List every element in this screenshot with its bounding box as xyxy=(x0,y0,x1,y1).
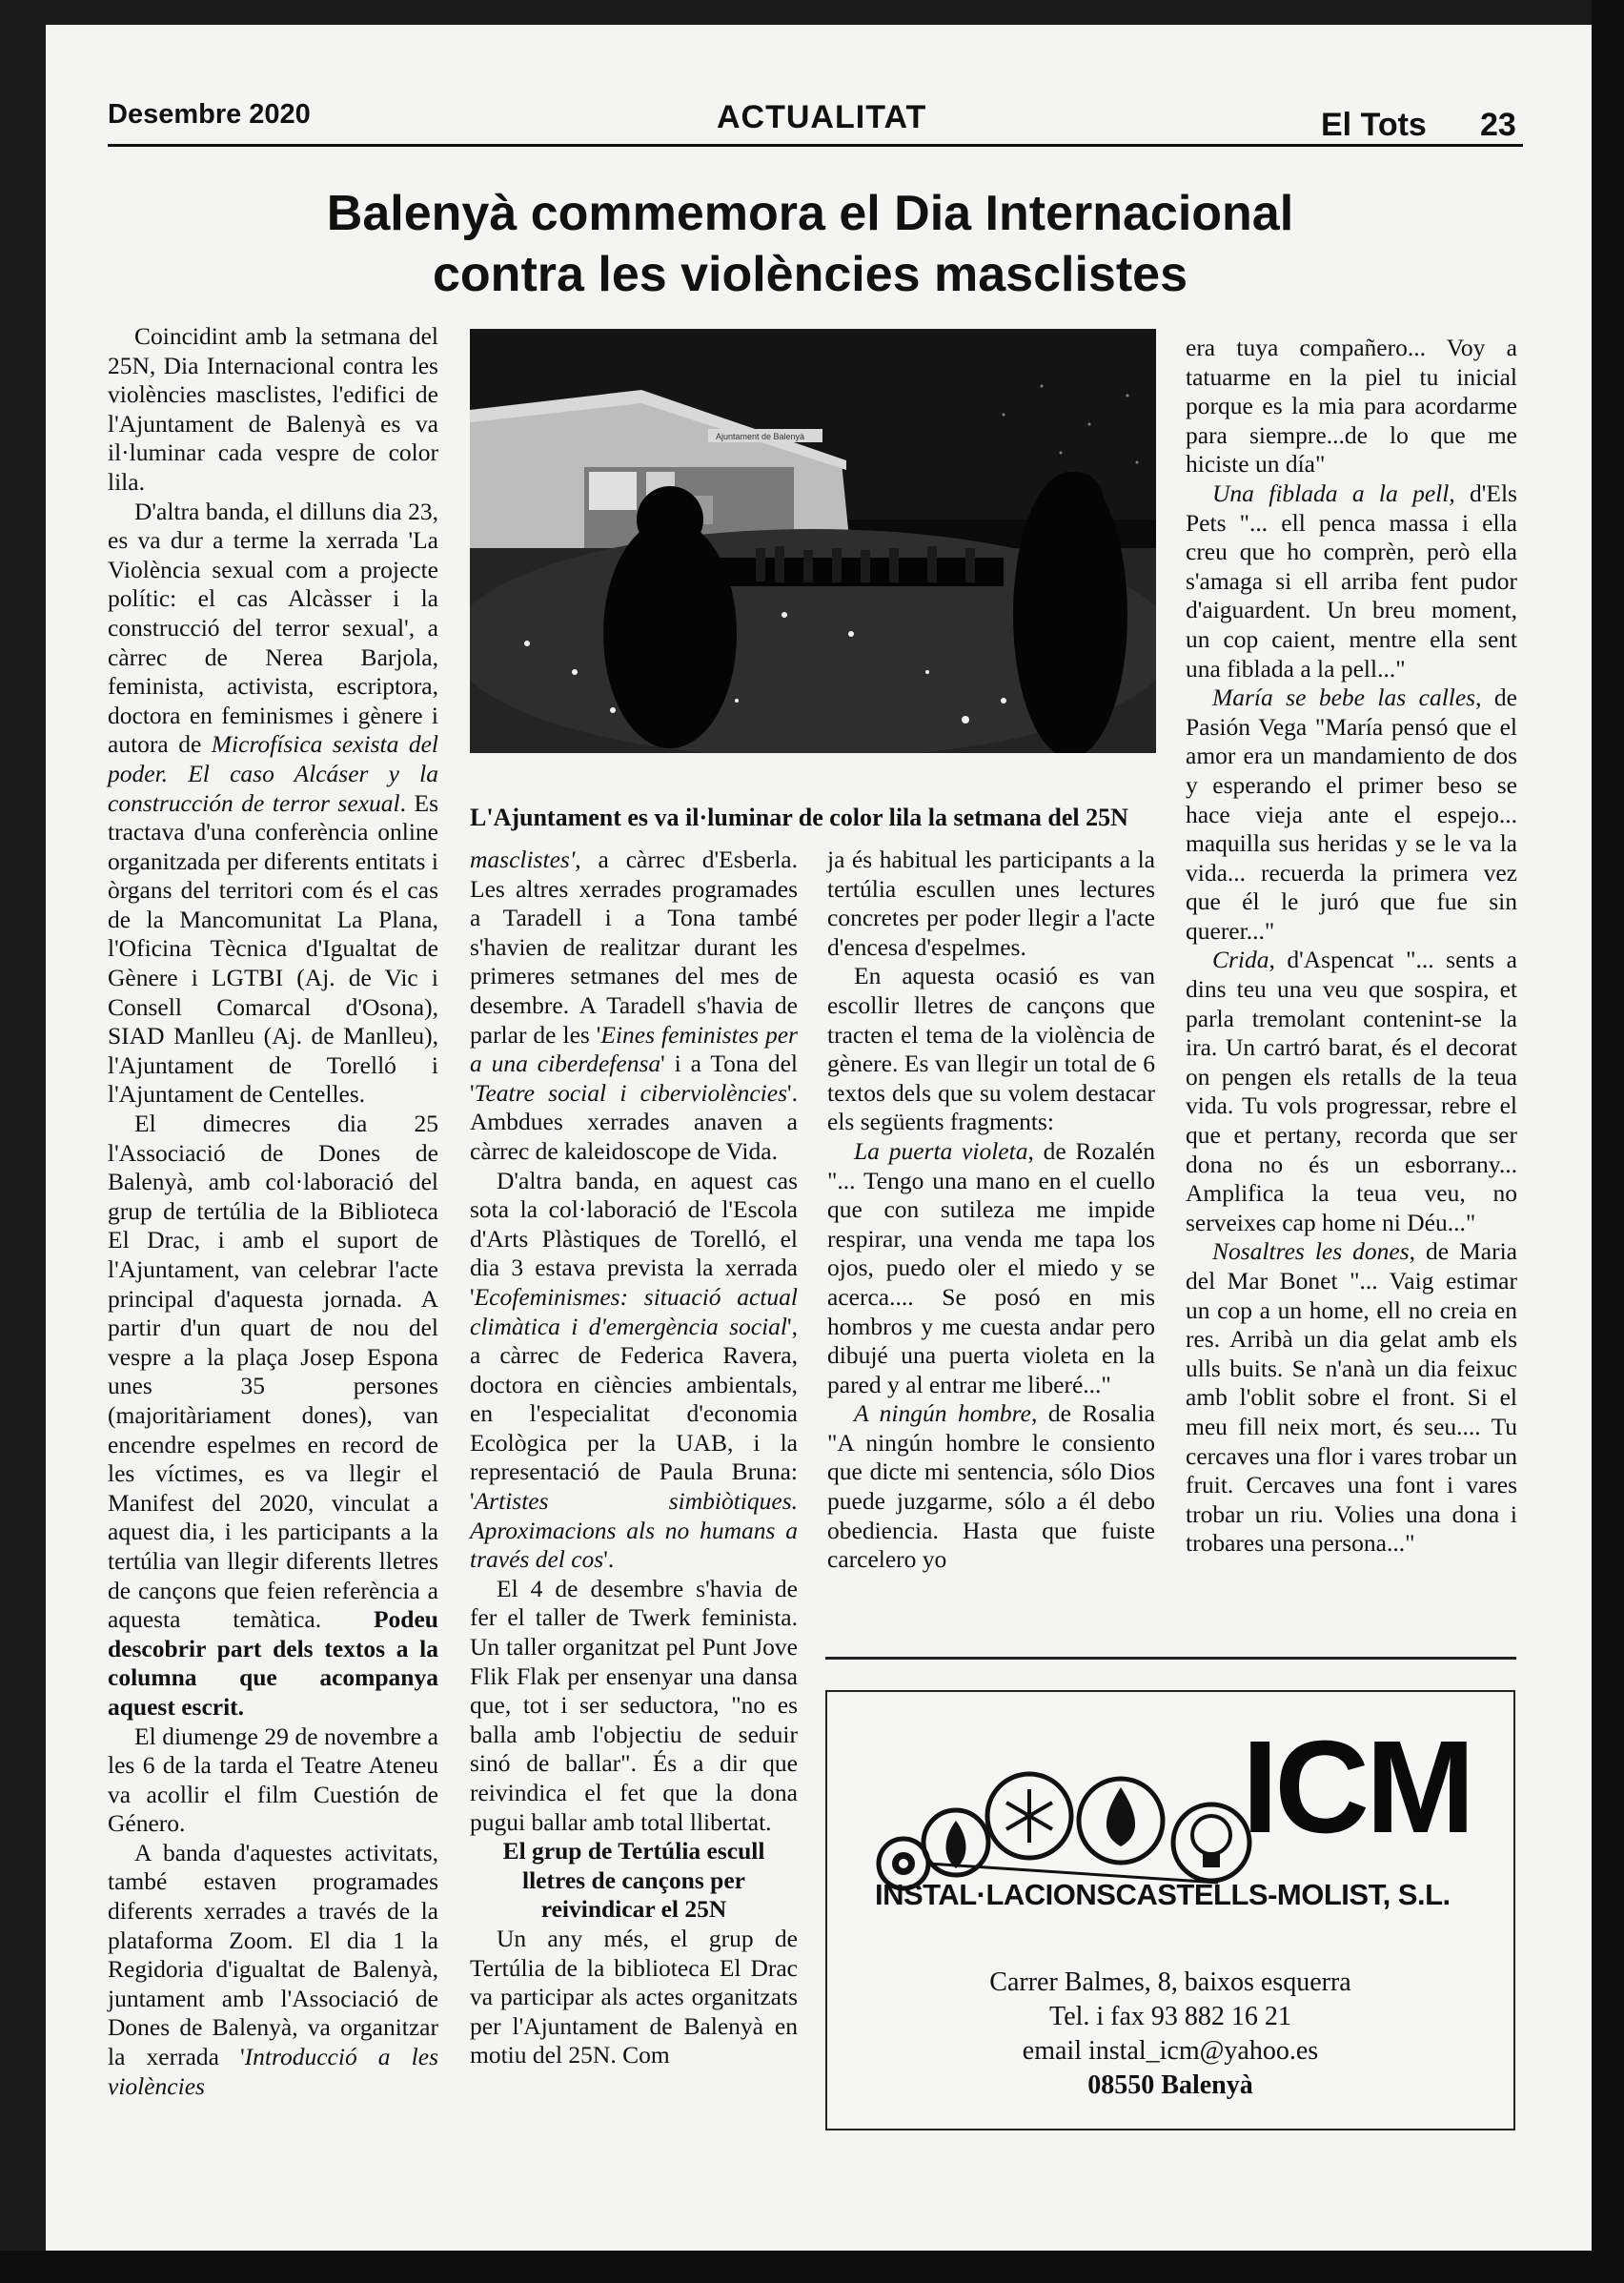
article-column-3 xyxy=(827,846,1155,1575)
paragraph: masclistes', a càrrec d'Esberla. Les altres xerrades programades a Taradell i a Tona també s'havien de realitzar durant les primeres setmanes del mes de desembre. A Taradell s'havia de parlar de les 'Eines feministes per a una ciberdefensa' i a Tona del 'Teatre social i ciberviolències'. Ambdues xerrades anaven a càrrec de kaleidoscope de Vida. xyxy=(470,846,798,1165)
water-drop-icon xyxy=(1106,1787,1135,1846)
building-sign: Ajuntament de Balenyà xyxy=(716,432,805,441)
flame-icon xyxy=(945,1821,965,1868)
postal-city: 08550 Balenyà xyxy=(1087,2070,1253,2100)
paragraph: El 4 de desembre s'havia de fer el taller de Twerk feminista. Un taller organitzat pel Punt Jove Flik Flak per ensenyar una dansa que, tot i ser seductora, "no es balla amb l'objectiu de seduir sinó de ballar". És a dir que reivindica el fet que la dona pugui ballar amb total llibertat. xyxy=(470,1574,798,1836)
paragraph: D'altra banda, en aquest cas sota la col·laboració de l'Escola d'Arts Plàstiques de Torelló, el dia 3 estava prevista la xerrada 'Ecofeminismes: situació actual climàtica i d'emergència social', a càrrec de Federica Ravera, doctora en ciències ambientals, en l'especialitat d'economia Ecològica per la UAB, i la representació de Paula Bruna: 'Artistes simbiòtiques. Aproximacions als no humans a través del cos'. xyxy=(470,1166,798,1574)
company-name-part-1: INSTAL·LACIONS xyxy=(875,1878,1116,1911)
paragraph: El dimecres dia 25 l'Associació de Dones de Balenyà, amb col·laboració del grup de tertúlia de la Biblioteca El Drac, i amb el suport de l'Ajuntament, van celebrar l'acte principal d'aquesta jornada. A partir d'un quart de nou del vespre a la plaça Josep Espona unes 35 persones (majoritàriament dones), van encendre espelmes en record de les víctimes, es va llegir el Manifest del 2020, vinculat a aquest dia, i les participants a la tertúlia van llegir diferents lletres de cançons que feien referència a aquesta temàtica. Podeu descobrir part dels textos a la columna que acompanya aquest escrit. xyxy=(108,1110,438,1721)
paragraph: A ningún hombre, de Rosalia "A ningún hombre le consiento que dicte mi sentencia, sólo Dios puede juzgarme, sólo a él debo obediencia. Hasta que fuiste carcelero yo xyxy=(827,1399,1155,1574)
paragraph: Nosaltres les dones, de Maria del Mar Bonet "... Vaig estimar un cop a un home, ell no creia en res. Arribà un dia gelat amb els ulls buits. Se n'anà un dia feixuc amb l'oblit sobre el front. Si el meu fill neix mort, és seu.... Tu cercaves una flor i vares trobar un fruit. Cercaves una font i vares trobar un riu. Volies una dona i trobares una persona..." xyxy=(1186,1237,1517,1558)
photo-caption: L'Ajuntament es va il·luminar de color lila la setmana del 25N xyxy=(470,804,1128,831)
scan-shadow-bottom xyxy=(0,2251,1624,2283)
address: Carrer Balmes, 8, baixos esquerra xyxy=(989,1967,1351,1997)
scan-shadow-right xyxy=(1592,0,1624,2283)
paragraph: era tuya compañero... Voy a tatuarme en la piel tu inicial porque es la mia para acordarme para siempre...de lo que me hiciste un día" xyxy=(1186,334,1517,479)
paragraph: D'altra banda, el dilluns dia 23, es va dur a terme la xerrada 'La Violència sexual com a projecte polític: el cas Alcàsser i la construcció del terror sexual', a càrrec de Nerea Barjola, feminista, activista, escriptora, doctora en feminismes i gènere i autora de Microfísica sexista del poder. El caso Alcáser y la construcción de terror sexual. Es tractava d'una conferència online organitzada per diferents entitats i òrgans del territori com és el cas de la Mancomunitat La Plana, l'Oficina Tècnica d'Igualtat de Gènere i LGTBI (Aj. de Vic i Consell Comarcal d'Osona), SIAD Manlleu (Aj. de Manlleu), l'Ajuntament de Torelló i l'Ajuntament de Centelles. xyxy=(108,497,439,1109)
issue-date: Desembre 2020 xyxy=(108,99,311,130)
gear-icon xyxy=(892,1852,915,1875)
paragraph: El diumenge 29 de novembre a les 6 de la tarda el Teatre Ateneu va acollir el film Cuestión de Género. xyxy=(108,1722,438,1838)
company-name xyxy=(875,1878,1485,1912)
advertisement-contact xyxy=(827,1966,1513,2103)
paragraph: Una fiblada a la pell, d'Els Pets "... ell penca massa i ella creu que ho comprèn, però ella s'amaga si ell arriba fent pudor d'aiguardent. Un breu moment, un cop caient, mentre ella sent una fiblada a la pell..." xyxy=(1186,479,1517,683)
email: email instal_icm@yahoo.es xyxy=(1022,2036,1319,2066)
article-column-1 xyxy=(108,322,438,2101)
paragraph: Un any més, el grup de Tertúlia de la biblioteca El Drac va participar als actes organitzats per l'Ajuntament de Balenyà en motiu del 25N. Com xyxy=(470,1924,798,2069)
article-photo xyxy=(470,329,1156,753)
subheading: El grup de Tertúlia escull lletres de cançons per reivindicar el 25N xyxy=(502,1837,765,1924)
company-name-part-2: CASTELLS-MOLIST, S.L. xyxy=(1115,1878,1451,1911)
phone: Tel. i fax 93 882 16 21 xyxy=(1049,2002,1291,2031)
icm-brand: ICM xyxy=(1242,1714,1472,1861)
header-rule xyxy=(108,144,1523,147)
paragraph: A banda d'aquestes activitats, també estaven programades diferents xerrades a través de la plataforma Zoom. El dia 1 la Regidoria d'igualtat de Balenyà, juntament amb l'Associació de Dones de Balenyà, va organitzar la xerrada 'Introducció a les violències xyxy=(108,1838,438,2100)
page-number: 23 xyxy=(1480,107,1516,143)
article-title xyxy=(248,183,1372,305)
advertisement-rule xyxy=(825,1657,1516,1660)
section-name: ACTUALITAT xyxy=(717,99,927,135)
advertisement xyxy=(825,1690,1515,2130)
snowflake-icon xyxy=(1006,1789,1052,1843)
paragraph: Coincidint amb la setmana del 25N, Dia Internacional contra les violències masclistes, l'edifici de l'Ajuntament de Balenyà es va il·luminar cada vespre de color lila. xyxy=(108,322,438,496)
paragraph: ja és habitual les participants a la tertúlia escullen unes lectures concretes per poder llegir a l'acte d'encesa d'espelmes. xyxy=(827,846,1155,961)
title-line-2: contra les violències masclistes xyxy=(433,247,1188,302)
paragraph: La puerta violeta, de Rozalén "... Tengo una mano en el cuello que con sutileza me impide respirar, una venda me tapa los ojos, puedo oler el miedo y se acerca.... Se posó en mis hombros y me cuesta andar pero dibujé una puerta violeta en la pared y al entrar me liberé..." xyxy=(827,1136,1155,1398)
article-column-2 xyxy=(470,846,798,2070)
night-building-photo xyxy=(470,329,1156,753)
paragraph: En aquesta ocasió es van escollir lletres de cançons que tracten el tema de la violència de gènere. Es van llegir un total de 6 textos dels que su volem destacar els següents fragments: xyxy=(827,962,1155,1136)
paragraph: Crida, d'Aspencat "... sents a dins teu una veu que sospira, et parla tremolant contenint-se la ira. Un cartró barat, és el decorat on pengen els retalls de la teua vida. Tu vols progressar, rebre el que et pertany, recorda que ser dona no és un esborrany... Amplifica la teua veu, no serveixes cap home ni Déu..." xyxy=(1186,946,1517,1236)
article-column-4 xyxy=(1186,334,1517,1559)
title-line-1: Balenyà commemora el Dia Internacional xyxy=(326,186,1294,241)
paragraph: María se bebe las calles, de Pasión Vega "María pensó que el amor era un mandamiento de dos y esperando el primer beso se hace vieja ante el espejo... maquilla sus heridas y se le va la vida... recuerda la primera vez que él le juró que fue sin querer..." xyxy=(1186,683,1517,945)
publication-name: El Tots xyxy=(1321,107,1427,143)
lightbulb-icon xyxy=(1192,1816,1230,1867)
